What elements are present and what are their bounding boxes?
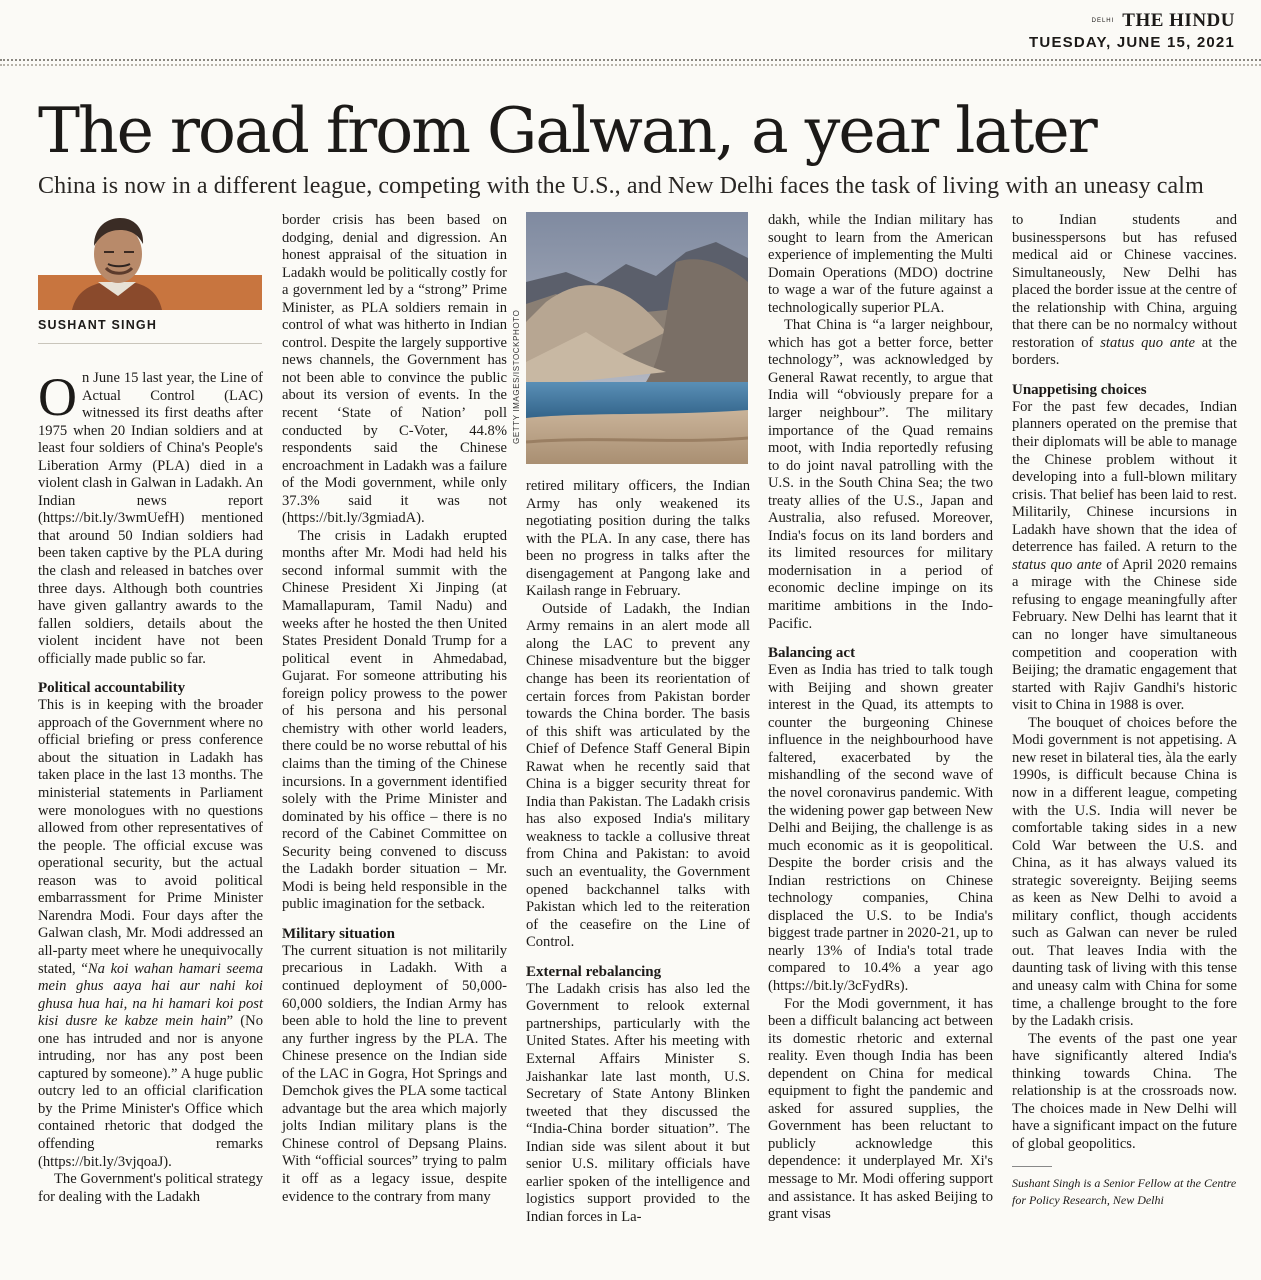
paragraph: The current situation is not militarily precarious in Ladakh. With a continued deployment of 50,000-60,000 soldiers, the Indian Army has been able to hold the line to prevent any further ingress by the PLA. The Chinese presence on the Indian side of the LAC in Gogra, Hot Springs and Demchok gives the PLA some tactical advantage but the area which majorly jolts Indian military plans is the Chinese control of Depsang Plains. With “official sources” trying to palm it off as a legacy issue, despite evidence to the contrary from many <box>282 942 507 1205</box>
masthead-rule-secondary <box>0 64 1261 66</box>
paragraph: to Indian students and businesspersons but has refused medical aid or Chinese vaccines. Simultaneously, New Delhi has placed the border issue at the centre of the relationship with China, arguing that there can be no normalcy without restoration of status quo ante at the borders. <box>1012 212 1237 369</box>
paragraph: This is in keeping with the broader approach of the Government where no official briefing or press conference about the situation in Ladakh has taken place in the last 13 months. The ministerial statements in Parliament were monologues with no questions allowed from other representatives of the people. The official excuse was operational security, but the actual reason was to avoid political embarrassment for Prime Minister Narendra Modi. Four days after the Galwan clash, Mr. Modi addressed an all-party meet where he unequivocally stated, “Na koi wahan hamari seema mein ghus aaya hai aur nahi koi ghusa hua hai, na hi hamari koi post kisi dusre ke kabze mein hain” (No one has intruded and nor is anyone intruding, nor has any post been captured by someone).” A huge public outcry led to an official clarification by the Prime Minister's Office which contained rhetoric that dodged the offending remarks (https://bit.ly/3vjqoaJ). <box>38 697 263 1170</box>
paragraph: dakh, while the Indian military has sought to learn from the American experience of implementing the Multi Domain Operations (MDO) doctrine to wage a war of the future against a technologically superior PLA. <box>768 212 993 316</box>
article-column-1 <box>38 367 263 1206</box>
author-signoff: Sushant Singh is a Senior Fellow at the Centre for Policy Research, New Delhi <box>1012 1176 1237 1208</box>
article-column-3 <box>526 478 750 1226</box>
signoff-rule <box>1012 1166 1052 1167</box>
subhead-political-accountability: Political accountability <box>38 680 186 697</box>
subhead-unappetising-choices: Unappetising choices <box>1012 381 1147 398</box>
paragraph: border crisis has been based on dodging, denial and digression. An honest appraisal of the situation in Ladakh would be politically costly for a government led by a “strong” Prime Minister, as PLA soldiers remain in control of what was hitherto in Indian control. Despite the largely supportive news channels, the Government has not been able to convince the public about its version of events. In the recent ‘State of Nation’ poll conducted by C-Voter, 44.8% respondents said the Chinese encroachment in Ladakh was a failure of the Modi government, while only 37.3% said it was not (https://bit.ly/3gmiadA). <box>282 212 507 527</box>
newspaper-name: THE HINDU <box>1122 10 1235 31</box>
article-column-2 <box>282 212 507 1206</box>
paragraph: On June 15 last year, the Line of Actual Control (LAC) witnessed its first deaths after 1975 when 20 Indian soldiers and at least four soldiers of China's People's Liberation Army (PLA) died in a violent clash in Galwan in Ladakh. An Indian news report (https://bit.ly/3wmUefH) mentioned that around 50 Indian soldiers had been taken captive by the PLA during the clash and released in batches over three days. Although both countries have given gallantry awards to the fallen soldiers, details about the violent incident have not been officially made public so far. <box>38 367 263 667</box>
drop-cap: O <box>38 367 77 427</box>
byline-rule <box>38 343 262 344</box>
paragraph: The bouquet of choices before the Modi government is not appetising. A new reset in bilateral ties, àla the early 1990s, is difficult because China is now in a different league, competing with the U.S. India will never be comfortable taking sides in a new Cold War between the U.S. and China, as it has always valued its strategic sovereignty. Beijing seems as keen as New Delhi to avoid a military conflict, though accidents such as Galwan can never be ruled out. That leaves India with the daunting task of living with this tense and uneasy calm with China for some time, a challenge brought to the fore by the Ladakh crisis. <box>1012 714 1237 1030</box>
photo-credit: GETTY IMAGES/ISTOCKPHOTO <box>512 309 521 444</box>
ladakh-landscape-photo <box>526 212 748 464</box>
paragraph: For the past few decades, Indian planners operated on the premise that their diplomats will be able to manage the Chinese problem without it developing into a full-blown military crisis. That belief has been laid to rest. Militarily, Chinese incursions in Ladakh have shown that the idea of deterrence has failed. A return to the status quo ante of April 2020 remains a mirage with the Chinese side refusing to engage meaningfully after February. New Delhi has learnt that it can no longer have simultaneous competition and cooperation with Beijing; the dramatic engagement that started with Rajiv Gandhi's historic visit to China in 1988 is over. <box>1012 398 1237 714</box>
issue-date: TUESDAY, JUNE 15, 2021 <box>1029 34 1235 51</box>
article-column-5 <box>1012 212 1237 1209</box>
paragraph: Outside of Ladakh, the Indian Army remains in an alert mode all along the LAC to prevent any Chinese misadventure but the bigger change has been its reorientation of certain forces from Pakistan border towards the China border. The basis of this shift was articulated by the Chief of Defence Staff General Bipin Rawat when he recently said that China is a bigger security threat for India than Pakistan. The Ladakh crisis has also exposed India's military weakness to tackle a collusive threat from China and Pakistan: to avoid such an eventuality, the Government opened backchannel talks with Pakistan which led to the reiteration of the ceasefire on the Line of Control. <box>526 600 750 951</box>
headline: The road from Galwan, a year later <box>38 94 1096 167</box>
paragraph: The crisis in Ladakh erupted months after Mr. Modi had held his second informal summit with the Chinese President Xi Jinping (at Mamallapuram, Tamil Nadu) and weeks after he hosted the then United States President Donald Trump for a political event in Ahmedabad, Gujarat. For someone attributing his foreign policy prowess to the power of his persona and his personal chemistry with other world leaders, there could be no worse rebuttal of his claims than the timing of the Chinese incursions. In a government identified solely with the Prime Minister and dominated by his office – there is no record of the Cabinet Committee on Security being convened to discuss the Ladakh border situation – Mr. Modi is being held responsible in the public imagination for the setback. <box>282 527 507 913</box>
subhead-balancing-act: Balancing act <box>768 645 856 662</box>
edition-label: DELHI <box>1091 18 1115 24</box>
paragraph: retired military officers, the Indian Army has only weakened its negotiating position during the talks with the PLA. In any case, there has been no progress in talks after the disengagement at Pangong lake and Kailash range in February. <box>526 478 750 600</box>
article-column-4 <box>768 212 993 1224</box>
subhead-military-situation: Military situation <box>282 925 395 942</box>
paragraph: For the Modi government, it has been a difficult balancing act between its domestic rhetoric and external reality. Even though India has been dependent on China for medical equipment to fight the pandemic and asked for assured supplies, the Government has been reluctant to publicly acknowledge this dependence: it underplayed Mr. Xi's message to Mr. Modi offering support and assistance. It has asked Beijing to grant visas <box>768 995 993 1223</box>
standfirst: China is now in a different league, competing with the U.S., and New Delhi faces the task of living with an uneasy calm <box>38 173 1204 199</box>
paragraph: Even as India has tried to talk tough with Beijing and shown greater interest in the Quad, its attempts to counter the burgeoning Chinese influence in the neighbourhood have faltered, exacerbated by the mishandling of the second wave of the novel coronavirus pandemic. With the widening power gap between New Delhi and Beijing, the challenge is as much economic as it is geopolitical. Despite the border crisis and the Indian restrictions on Chinese technology companies, China displaced the U.S. to be India's biggest trade partner in 2020-21, up to nearly 13% of India's total trade compared to 10.4% a year ago (https://bit.ly/3cFydRs). <box>768 662 993 994</box>
paragraph: The Ladakh crisis has also led the Government to relook external partnerships, particularly with the United States. After his meeting with External Affairs Minister S. Jaishankar late last month, U.S. Secretary of State Antony Blinken tweeted that they discussed the “India-China border situation”. The Indian side was silent about it but senior U.S. military officials have earlier spoken of the intelligence and logistics support provided to the Indian forces in La- <box>526 980 750 1225</box>
paragraph: The events of the past one year have significantly altered India's thinking towards China. The relationship is at the crossroads now. The choices made in New Delhi will have a significant impact on the future of global geopolitics. <box>1012 1030 1237 1152</box>
subhead-external-rebalancing: External rebalancing <box>526 963 662 980</box>
masthead <box>1029 10 1235 51</box>
author-byline: SUSHANT SINGH <box>38 318 158 332</box>
paragraph: The Government's political strategy for dealing with the Ladakh <box>38 1171 263 1205</box>
paragraph: That China is “a larger neighbour, which has got a better force, better technology”, was acknowledged by General Rawat recently, to argue that India will “obviously prepare for a larger neighbour”. The military importance of the Quad remains moot, with India reportedly refusing to do joint naval patrolling with the U.S. in the South China Sea; the two treaty allies of the U.S., Japan and Australia, also refused. Moreover, India's focus on its land borders and its limited resources for military modernisation in a period of economic decline impinge on its maritime ambitions in the Indo-Pacific. <box>768 317 993 632</box>
masthead-rule <box>0 59 1261 61</box>
author-portrait <box>38 212 262 310</box>
